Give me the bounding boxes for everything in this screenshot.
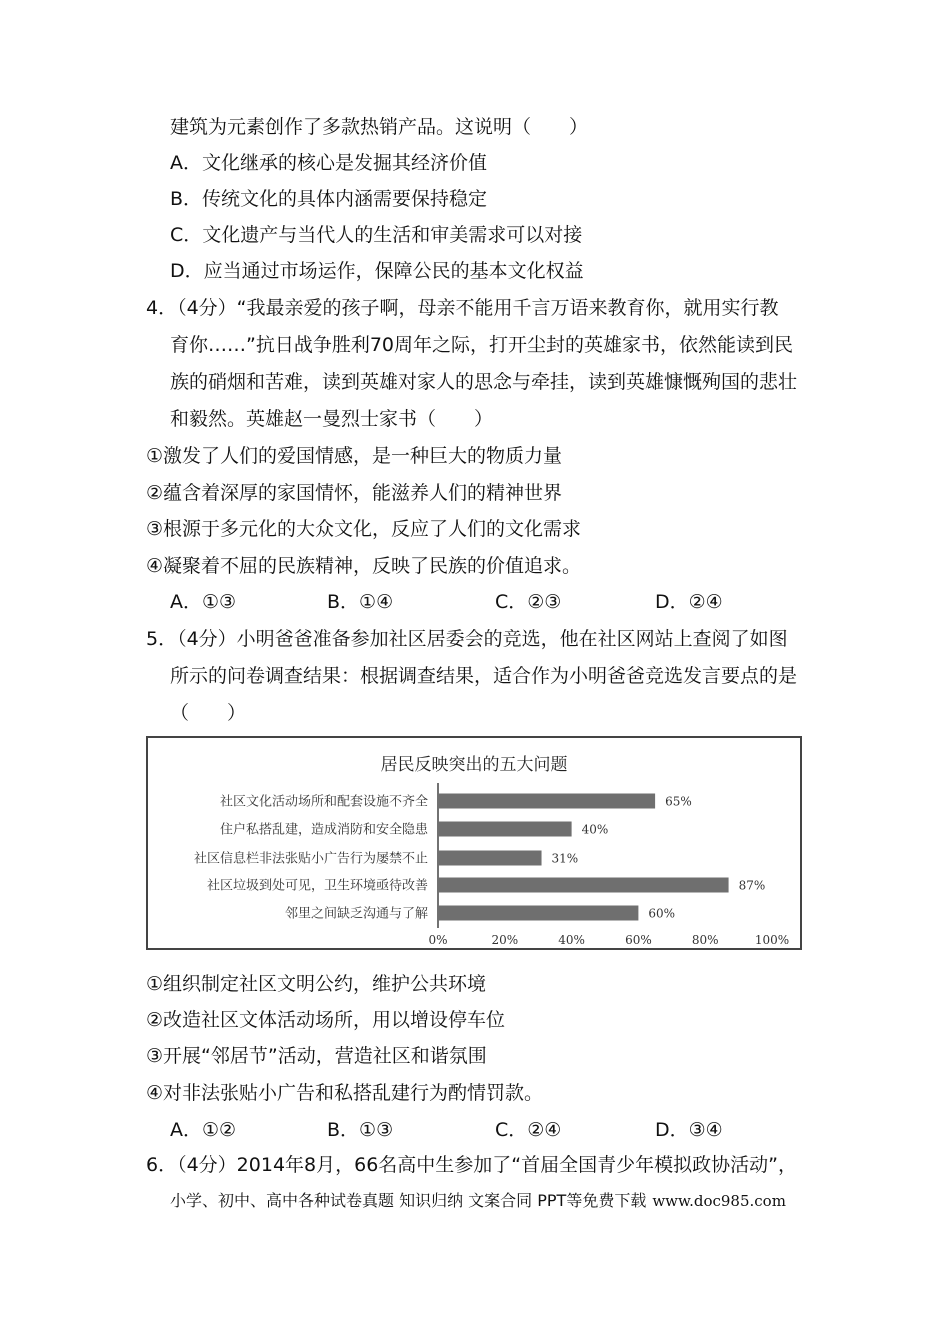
category-label: 社区信息栏非法张贴小广告行为屡禁不止: [193, 851, 428, 867]
q3-option-c: C．文化遗产与当代人的生活和审美需求可以对接: [170, 224, 583, 246]
value-label: 60%: [648, 906, 676, 921]
category-label: 邻里之间缺乏沟通与了解: [284, 906, 428, 922]
q5-option-d: D．③④: [655, 1119, 723, 1141]
bar: [438, 906, 638, 921]
bar: [438, 851, 542, 866]
x-tick-label: 60%: [625, 933, 652, 947]
q4-stem-line-1: 4．（4分）“我最亲爱的孩子啊，母亲不能用千言万语来教育你，就用实行教: [146, 297, 779, 319]
q5-option-a: A．①②: [170, 1119, 237, 1141]
value-label: 65%: [665, 794, 692, 809]
q3-stem-end: 建筑为元素创作了多款热销产品。这说明（ ）: [170, 116, 589, 138]
category-label: 住户私搭乱建，造成消防和安全隐患: [219, 822, 428, 838]
footer-text: 小学、初中、高中各种试卷真题 知识归纳 文案合同 PPT等免费下载: [170, 1191, 647, 1210]
q5-option-b: B．①③: [327, 1119, 394, 1141]
q4-statement-4: ④凝聚着不屈的民族精神，反映了民族的价值追求。: [146, 555, 582, 577]
footer-url[interactable]: www.doc985.com: [652, 1192, 786, 1210]
q4-option-b: B．①④: [327, 591, 394, 613]
survey-bar-chart: [146, 736, 802, 950]
q5-stem-line-2: 所示的问卷调查结果：根据调查结果，适合作为小明爸爸竞选发言要点的是: [170, 665, 798, 687]
q5-stem-line-3: （ ）: [170, 702, 247, 724]
q4-statement-2: ②蕴含着深厚的家国情怀，能滋养人们的精神世界: [146, 482, 563, 504]
bar: [438, 822, 572, 837]
x-tick-label: 0%: [428, 933, 448, 947]
bar: [438, 794, 655, 809]
q5-statement-2: ②改造社区文体活动场所，用以增设停车位: [146, 1009, 506, 1031]
q5-stem-line-1: 5．（4分）小明爸爸准备参加社区居委会的竞选，他在社区网站上查阅了如图: [146, 628, 788, 650]
category-label: 社区垃圾到处可见，卫生环境亟待改善: [206, 878, 428, 894]
bar: [438, 878, 729, 893]
q4-statement-1: ①激发了人们的爱国情感，是一种巨大的物质力量: [146, 445, 563, 467]
q3-option-d: D．应当通过市场运作，保障公民的基本文化权益: [170, 260, 584, 282]
x-tick-label: 20%: [491, 933, 519, 947]
q5-statement-3: ③开展“邻居节”活动，营造社区和谐氛围: [146, 1045, 487, 1067]
q5-statement-4: ④对非法张贴小广告和私搭乱建行为酌情罚款。: [146, 1082, 544, 1104]
q4-stem-line-4: 和毅然。英雄赵一曼烈士家书（ ）: [170, 408, 494, 430]
q4-stem-line-2: 育你……”抗日战争胜利70周年之际，打开尘封的英雄家书，依然能读到民: [170, 334, 794, 356]
q6-stem-line-1: 6．（4分）2014年8月，66名高中生参加了“首届全国青少年模拟政协活动”，: [146, 1154, 797, 1176]
q5-statement-1: ①组织制定社区文明公约，维护公共环境: [146, 973, 487, 995]
footer: [170, 1188, 786, 1211]
q3-option-a: A．文化继承的核心是发掘其经济价值: [170, 152, 487, 174]
q4-option-d: D．②④: [655, 591, 723, 613]
q5-option-c: C．②④: [495, 1119, 562, 1141]
q4-stem-line-3: 族的硝烟和苦难，读到英雄对家人的思念与牵挂，读到英雄慷慨殉国的悲壮: [170, 371, 798, 393]
value-label: 31%: [551, 851, 579, 866]
value-label: 40%: [581, 822, 609, 837]
chart-canvas: [148, 738, 800, 948]
x-tick-label: 100%: [754, 933, 790, 947]
x-tick-label: 80%: [691, 933, 719, 947]
q4-statement-3: ③根源于多元化的大众文化，反应了人们的文化需求: [146, 518, 582, 540]
q4-option-c: C．②③: [495, 591, 562, 613]
category-label: 社区文化活动场所和配套设施不齐全: [219, 794, 428, 810]
q3-option-b: B．传统文化的具体内涵需要保持稳定: [170, 188, 488, 210]
value-label: 87%: [738, 878, 766, 893]
x-tick-label: 40%: [558, 933, 585, 947]
chart-title: 居民反映突出的五大问题: [380, 755, 568, 775]
q4-option-a: A．①③: [170, 591, 237, 613]
